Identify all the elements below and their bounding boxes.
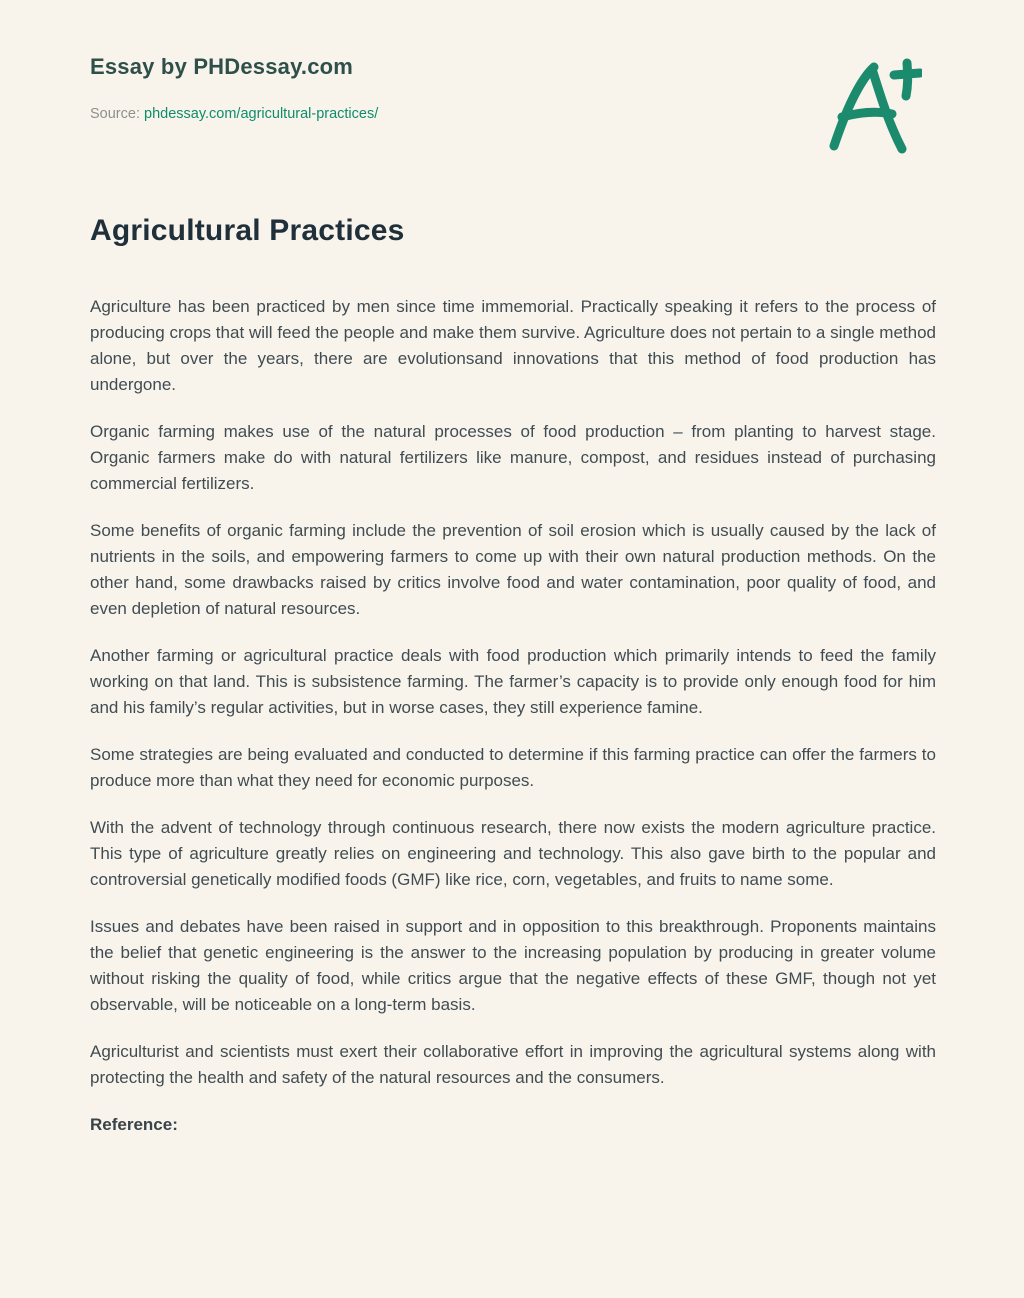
essay-paragraph: Issues and debates have been raised in support and in opposition to this breakthrough. Proponents maintains the belief that genetic engineering is the answer to the increasing population by producing in greater volume without risking the quality of food, while critics argue that the negative effects of these GMF, though not yet observable, will be noticeable on a long-term basis. <box>90 917 936 1014</box>
source-link[interactable]: phdessay.com/agricultural-practices/ <box>144 106 379 122</box>
essay-body <box>90 294 936 1138</box>
essay-paragraph: Some benefits of organic farming include the prevention of soil erosion which is usually caused by the lack of nutrients in the soils, and empowering farmers to come up with their own natural production methods. On the other hand, some drawbacks raised by critics involve food and water contamination, poor quality of food, and even depletion of natural resources. <box>90 521 936 618</box>
essay-paragraph: Another farming or agricultural practice deals with food production which primarily intends to feed the family working on that land. This is subsistence farming. The farmer’s capacity is to provide only enough food for him and his family’s regular activities, but in worse cases, they still experience famine. <box>90 646 936 717</box>
essay-paragraph: Agriculturist and scientists must exert their collaborative effort in improving the agricultural systems along with protecting the health and safety of the natural resources and the consumers. <box>90 1042 936 1087</box>
reference-heading: Reference: <box>90 1115 178 1134</box>
essay-paragraph: Some strategies are being evaluated and conducted to determine if this farming practice can offer the farmers to produce more than what they need for economic purposes. <box>90 745 936 790</box>
source-line <box>90 106 378 122</box>
essay-paragraph: With the advent of technology through continuous research, there now exists the modern agriculture practice. This type of agriculture greatly relies on engineering and technology. This also gave birth to the popular and controversial genetically modified foods (GMF) like rice, corn, vegetables, and fruits to name some. <box>90 818 936 889</box>
phdessay-a-plus-logo <box>822 56 922 156</box>
source-label: Source: <box>90 106 144 122</box>
essay-paragraph: Agriculture has been practiced by men since time immemorial. Practically speaking it refers to the process of producing crops that will feed the people and make them survive. Agriculture does not pertain to a single method alone, but over the years, there are evolutionsand innovations that this method of food production has undergone. <box>90 297 936 394</box>
document-title: Agricultural Practices <box>90 214 405 247</box>
site-title: Essay by PHDessay.com <box>90 54 354 79</box>
essay-paragraph: Organic farming makes use of the natural processes of food production – from planting to harvest stage. Organic farmers make do with natural fertilizers like manure, compost, and residues instead of purchasing commercial fertilizers. <box>90 422 936 493</box>
header-text-block <box>90 52 378 122</box>
page-header <box>90 52 936 156</box>
